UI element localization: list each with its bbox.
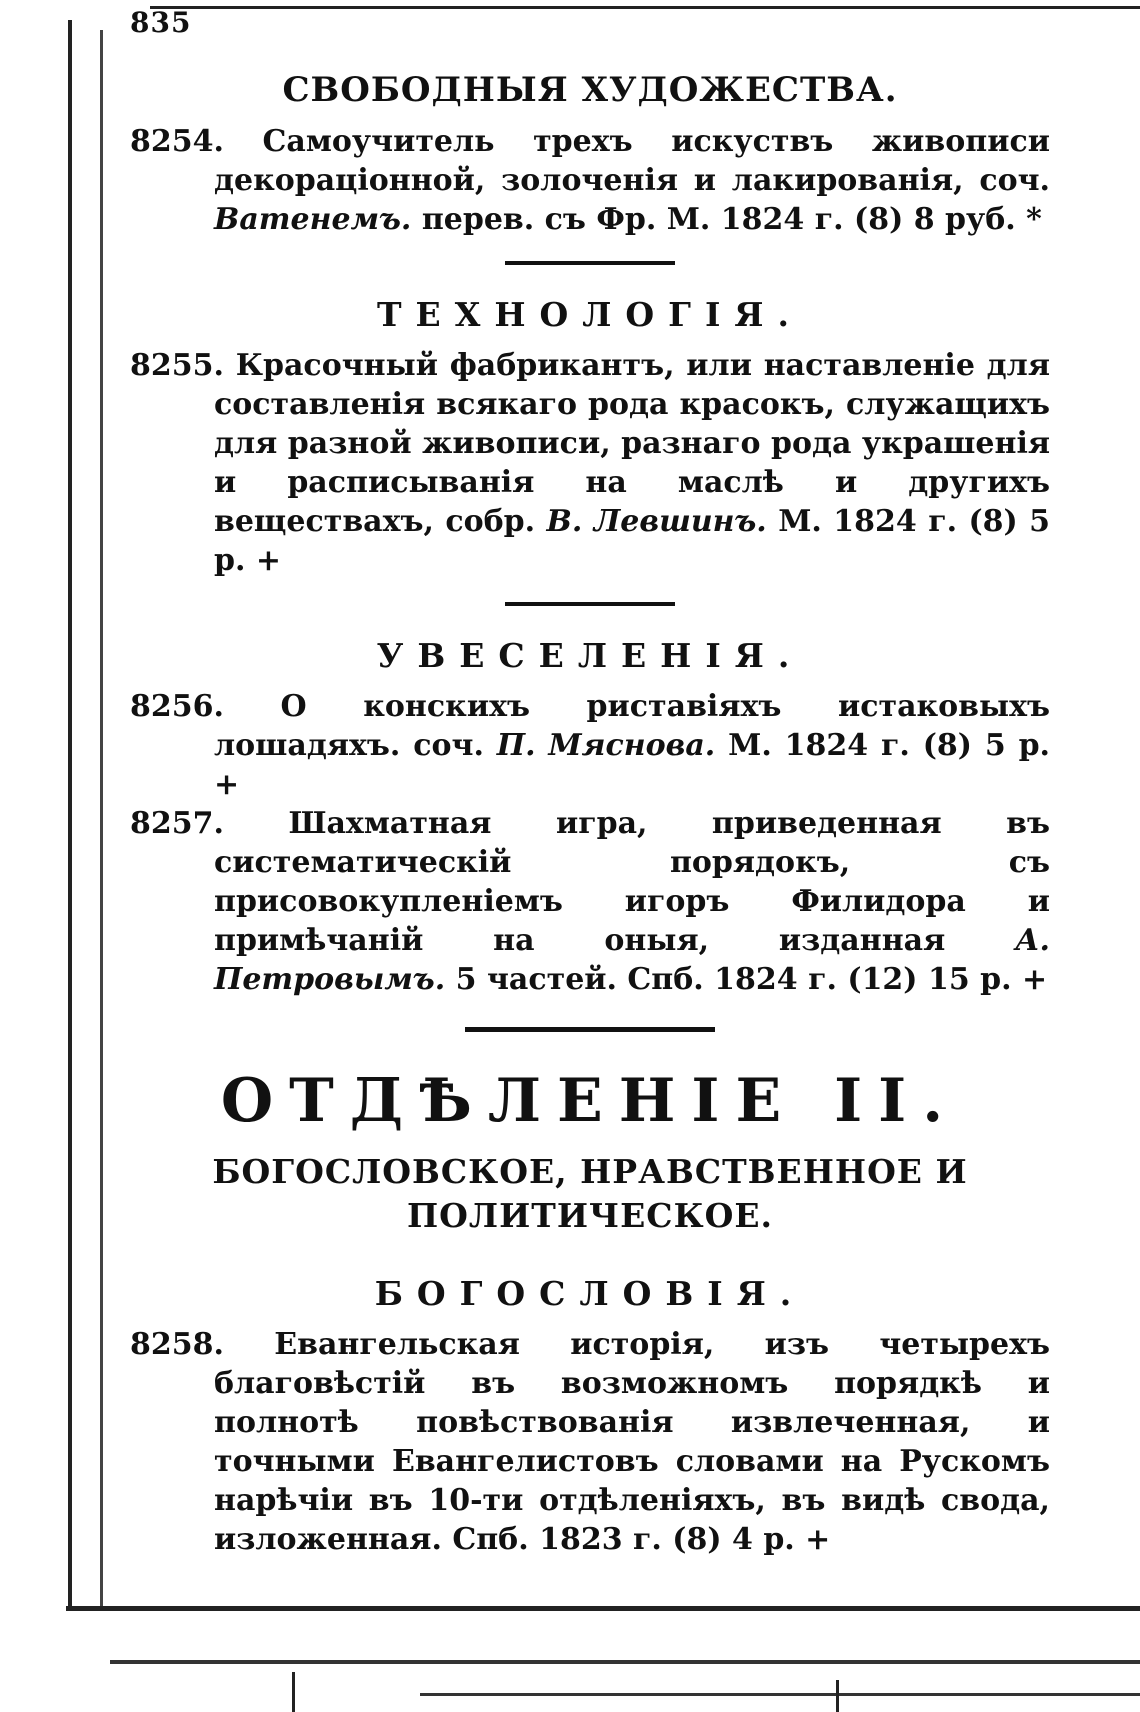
entry-text: О конскихъ риставiяхъ истаковыхъ лошадяхъ. соч.: [214, 689, 1050, 763]
entry-number: 8258.: [130, 1327, 224, 1362]
catalog-entry: [130, 687, 1050, 804]
catalog-entry: [130, 1325, 1050, 1559]
entry-author: А. Петровымъ.: [214, 923, 1050, 997]
entry-number: 8257.: [130, 806, 224, 841]
page-border-left-inner: [100, 30, 103, 1610]
entry-author: Ватенемъ.: [214, 202, 412, 237]
page-border-bottom-second: [110, 1660, 1140, 1664]
division-block: [130, 1066, 1050, 1238]
section-heading: БОГОСЛОВIЯ.: [374, 1274, 806, 1313]
entry-number: 8256.: [130, 689, 224, 724]
entry-number: 8254.: [130, 124, 224, 159]
section-heading: ТЕХНОЛОГIЯ.: [377, 295, 803, 334]
entry-author: П. Мяснова.: [496, 728, 716, 763]
page-border-left: [68, 20, 72, 1610]
division-title: ОТДѢЛЕНIЕ II.: [220, 1066, 960, 1136]
entry-details: 5 частей. Спб. 1824 г. (12) 15 р. +: [455, 962, 1048, 997]
page-number: 835: [130, 6, 192, 39]
section-heading: СВОБОДНЫЯ ХУДОЖЕСТВА.: [282, 70, 898, 110]
division-subtitle: БОГОСЛОВСКОЕ, НРАВСТВЕННОЕ И ПОЛИТИЧЕСКОЕ.: [212, 1152, 968, 1235]
division-divider: [465, 1027, 715, 1032]
page-border-bottom-third: [420, 1693, 1140, 1696]
catalog-entry: [130, 804, 1050, 999]
entry-text: Самоучитель трехъ искуствъ живописи декорацiонной, золоченiя и лакированiя, соч.: [214, 124, 1050, 198]
section-amusements: [130, 636, 1050, 1032]
page-edge-tick: [836, 1680, 839, 1712]
entry-text: Красочный фабрикантъ, или наставленiе для составленiя всякаго рода красокъ, служащихъ для разной живописи, разнаго рода украшенiя и расписыванiя на маслѣ и другихъ веществахъ, собр.: [214, 348, 1050, 539]
page-border-bottom: [66, 1606, 1140, 1611]
section-liberal-arts: [130, 70, 1050, 265]
section-technology: [130, 295, 1050, 606]
entry-details: перев. съ Фр. М. 1824 г. (8) 8 руб. *: [421, 202, 1042, 237]
section-divider: [505, 602, 675, 606]
page-edge-tick: [292, 1672, 295, 1712]
entry-text: Шахматная игра, приведенная въ систематическiй порядокъ, съ присовокупленiемъ игоръ Филидора и примѣчанiй на оныя, изданная: [214, 806, 1050, 958]
section-theology: [130, 1274, 1050, 1559]
entry-details: М. 1824 г. (8) 5 р. +: [214, 504, 1051, 578]
entry-number: 8255.: [130, 348, 224, 383]
page-content: [130, 70, 1050, 1559]
section-heading: УВЕСЕЛЕНIЯ.: [376, 636, 804, 675]
catalog-entry: [130, 346, 1050, 580]
entry-text: Евангельская исторiя, изъ четырехъ благовѣстiй въ возможномъ порядкѣ и полнотѣ повѣствованiя извлеченная, и точными Евангелистовъ словами на Рускомъ нарѣчiи въ 10-ти отдѣленiяхъ, въ видѣ свода, изложенная. Спб. 1823 г. (8) 4 р. +: [214, 1327, 1050, 1557]
entry-author: В. Левшинъ.: [546, 504, 767, 539]
page-border-top: [150, 6, 1140, 9]
section-divider: [505, 261, 675, 265]
catalog-entry: [130, 122, 1050, 239]
entry-details: М. 1824 г. (8) 5 р. +: [214, 728, 1050, 802]
